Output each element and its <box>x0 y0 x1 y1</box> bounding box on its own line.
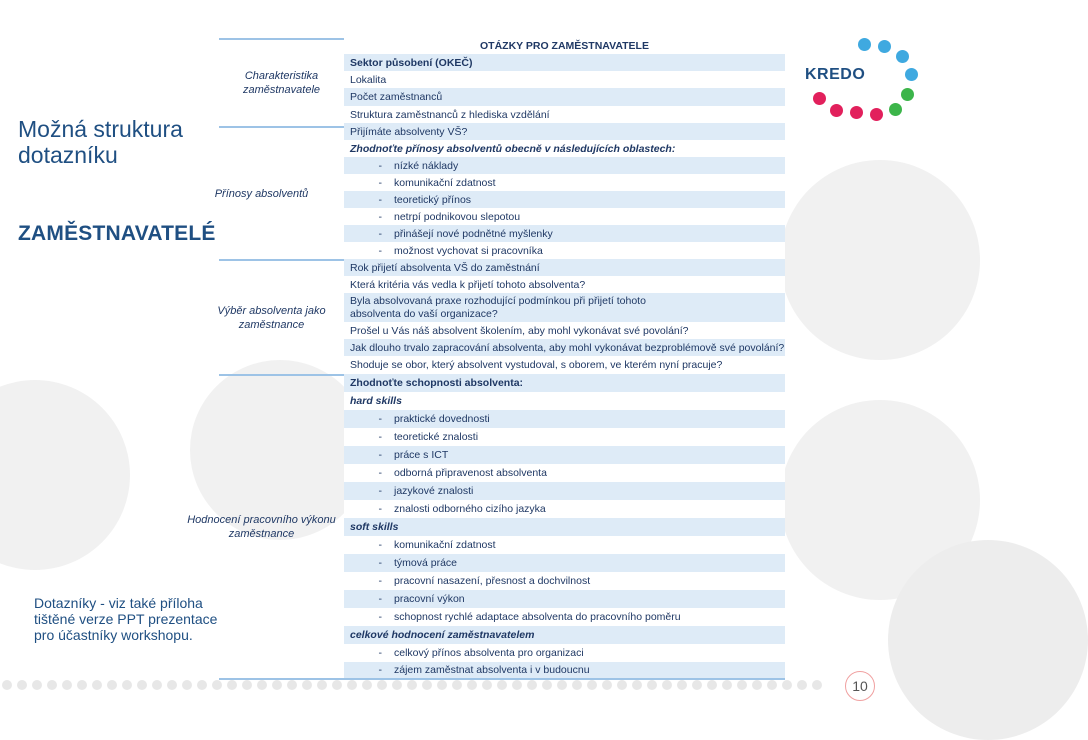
section-column <box>187 38 344 678</box>
row-text: možnost vychovat si pracovníka <box>394 244 543 257</box>
table-row <box>344 662 785 678</box>
row-text: hard skills <box>350 395 402 407</box>
footer-dot <box>92 680 102 690</box>
footer-dot <box>602 680 612 690</box>
table-row <box>344 482 785 500</box>
table-row <box>344 322 785 339</box>
slide-subtitle: ZAMĚSTNAVATELÉ <box>18 222 216 245</box>
table-row <box>344 174 785 191</box>
row-text: nízké náklady <box>394 159 459 172</box>
footer-dot <box>632 680 642 690</box>
row-text: Rok přijetí absolventa VŠ do zaměstnání <box>350 261 540 274</box>
dash: - <box>378 467 382 479</box>
table-row <box>344 500 785 518</box>
dash: - <box>378 611 382 623</box>
row-text: soft skills <box>350 521 399 533</box>
table-row <box>344 191 785 208</box>
footer-dot <box>392 680 402 690</box>
row-text: Struktura zaměstnanců z hlediska vzdělání <box>350 108 550 121</box>
footer-dot <box>47 680 57 690</box>
footer-dot <box>212 680 222 690</box>
table-row <box>344 71 785 88</box>
table-row <box>344 157 785 174</box>
row-text: jazykové znalosti <box>394 485 474 497</box>
dash: - <box>378 557 382 569</box>
table-row <box>344 208 785 225</box>
footer-dot <box>17 680 27 690</box>
table-row <box>344 106 785 123</box>
row-text: Zhodnoťte přínosy absolventů obecně v následujících oblastech: <box>350 142 676 155</box>
table-row <box>344 392 785 410</box>
dash: - <box>378 431 382 443</box>
footer-dot <box>692 680 702 690</box>
footer-dot <box>707 680 717 690</box>
row-text: pracovní výkon <box>394 593 465 605</box>
row-text: Přijímáte absolventy VŠ? <box>350 125 468 138</box>
footer-dot <box>587 680 597 690</box>
footer-dot <box>377 680 387 690</box>
table-row <box>344 225 785 242</box>
row-text: týmová práce <box>394 557 458 569</box>
row-text: znalosti odborného cizího jazyka <box>394 503 546 515</box>
footer-dot <box>302 680 312 690</box>
footer-dot <box>782 680 792 690</box>
footer-dot <box>227 680 237 690</box>
row-text: schopnost rychlé adaptace absolventa do pracovního poměru <box>394 611 681 623</box>
footer-dot <box>362 680 372 690</box>
footer-dot <box>182 680 192 690</box>
logo-dot <box>830 104 843 117</box>
footer-dot <box>32 680 42 690</box>
footer-dot <box>407 680 417 690</box>
table-row <box>344 259 785 276</box>
footer-dot <box>617 680 627 690</box>
row-text: teoretický přínos <box>394 193 472 206</box>
table-row <box>344 374 785 392</box>
row-text: komunikační zdatnost <box>394 539 496 551</box>
row-text: zájem zaměstnat absolventa i v budoucnu <box>394 664 590 676</box>
section-label: Charakteristika zaměstnavatele <box>242 70 321 96</box>
dash: - <box>378 449 382 461</box>
footer-dot <box>2 680 12 690</box>
table-row <box>344 590 785 608</box>
table-row <box>344 38 785 54</box>
footer-dot <box>422 680 432 690</box>
table-row <box>344 356 785 374</box>
table-row <box>344 242 785 259</box>
table-row <box>344 554 785 572</box>
dash: - <box>378 539 382 551</box>
questions-column <box>344 38 785 678</box>
table-row <box>344 608 785 626</box>
logo-dot <box>896 50 909 63</box>
logo-dot <box>901 88 914 101</box>
row-text: Shoduje se obor, který absolvent vystudoval, s oborem, ve kterém nyní pracuje? <box>350 359 723 371</box>
footer-dot <box>347 680 357 690</box>
footer-dot <box>752 680 762 690</box>
footer-dot <box>812 680 822 690</box>
section-cell <box>214 126 344 259</box>
footer-dot <box>167 680 177 690</box>
row-text: teoretické znalosti <box>394 431 479 443</box>
logo-dot <box>878 40 891 53</box>
table-row <box>344 88 785 106</box>
section-cell <box>219 38 344 126</box>
row-text: praktické dovednosti <box>394 413 490 425</box>
footer-dot <box>332 680 342 690</box>
table-row <box>344 339 785 356</box>
footer-dot <box>572 680 582 690</box>
row-text: Lokalita <box>350 73 387 86</box>
footer-dot <box>767 680 777 690</box>
section-label: Přínosy absolventů <box>214 187 309 200</box>
background-circle <box>780 160 980 360</box>
footer-dot <box>647 680 657 690</box>
dash: - <box>378 413 382 425</box>
dash: - <box>378 485 382 497</box>
footer-dot <box>137 680 147 690</box>
logo-dot <box>905 68 918 81</box>
row-text: komunikační zdatnost <box>394 176 496 189</box>
row-text: odborná připravenost absolventa <box>394 467 547 479</box>
footer-dot <box>737 680 747 690</box>
table-row <box>344 536 785 554</box>
footer-dot <box>317 680 327 690</box>
dash: - <box>378 210 382 223</box>
footer-dot <box>452 680 462 690</box>
logo-dot <box>858 38 871 51</box>
dash: - <box>378 647 382 659</box>
footer-dot <box>152 680 162 690</box>
footer-dot <box>677 680 687 690</box>
dash: - <box>378 593 382 605</box>
logo-dot <box>813 92 826 105</box>
section-label: Výběr absolventa jako zaměstnance <box>217 304 326 331</box>
footnote: Dotazníky - viz také příloha tištěné verze PPT prezentace pro účastníky workshopu. <box>34 595 218 643</box>
row-text: Zhodnoťte schopnosti absolventa: <box>350 377 524 389</box>
logo-dot <box>870 108 883 121</box>
footer-dot <box>482 680 492 690</box>
section-cell <box>219 259 344 374</box>
row-text: Sektor působení (OKEČ) <box>350 56 473 69</box>
questionnaire-table <box>187 38 785 678</box>
table-row <box>344 428 785 446</box>
table-row <box>344 140 785 157</box>
table-row <box>344 410 785 428</box>
footer-dot <box>467 680 477 690</box>
footer-dot <box>242 680 252 690</box>
section-label: Hodnocení pracovního výkonu zaměstnance <box>187 514 336 540</box>
footer-dot <box>107 680 117 690</box>
row-text: Počet zaměstnanců <box>350 91 443 103</box>
row-text: práce s ICT <box>394 449 449 461</box>
row-text: Jak dlouho trvalo zapracování absolventa, aby mohl vykonávat bezproblémově své povolání? <box>350 341 785 354</box>
section-cell <box>187 374 344 678</box>
dash: - <box>378 503 382 515</box>
header-text: OTÁZKY PRO ZAMĚSTNAVATELE <box>480 40 649 52</box>
table-row <box>344 644 785 662</box>
page-number: 10 <box>845 671 875 701</box>
dash: - <box>378 244 382 257</box>
footer-dot <box>722 680 732 690</box>
background-circle <box>0 380 130 570</box>
table-row <box>344 54 785 71</box>
logo-dot <box>850 106 863 119</box>
kredo-logo <box>795 22 935 117</box>
row-text: Prošel u Vás náš absolvent školením, aby mohl vykonávat své povolání? <box>350 324 689 337</box>
footer-dot <box>257 680 267 690</box>
footer-dot <box>197 680 207 690</box>
footer-dot <box>77 680 87 690</box>
footer-dot <box>542 680 552 690</box>
dash: - <box>378 664 382 676</box>
dash: - <box>378 176 382 189</box>
dash: - <box>378 575 382 587</box>
row-text: netrpí podnikovou slepotou <box>394 210 521 223</box>
table-row <box>344 123 785 140</box>
row-text: přinášejí nové podnětné myšlenky <box>394 227 553 240</box>
table-row <box>344 518 785 536</box>
row-text: celkové hodnocení zaměstnavatelem <box>350 629 535 641</box>
row-text: Byla absolvovaná praxe rozhodující podmínkou při přijetí tohoto absolventa do vaší organizace? <box>350 295 646 320</box>
row-text: pracovní nasazení, přesnost a dochvilnost <box>394 575 591 587</box>
footer-dot <box>272 680 282 690</box>
footer-dot <box>497 680 507 690</box>
footer-dot <box>797 680 807 690</box>
slide-title: Možná struktura dotazníku <box>18 116 183 168</box>
footer-dot <box>62 680 72 690</box>
row-text: celkový přínos absolventa pro organizaci <box>394 647 584 659</box>
dash: - <box>378 193 382 206</box>
table-row <box>344 293 785 322</box>
dash: - <box>378 227 382 240</box>
table-row <box>344 626 785 644</box>
table-row <box>344 464 785 482</box>
dash: - <box>378 159 382 172</box>
footer-dot <box>527 680 537 690</box>
footer-dot <box>437 680 447 690</box>
table-row <box>344 572 785 590</box>
footer-dot <box>287 680 297 690</box>
table-row <box>344 446 785 464</box>
footer-dot <box>122 680 132 690</box>
background-circle <box>888 540 1088 740</box>
footer-dot <box>662 680 672 690</box>
row-text: Která kritéria vás vedla k přijetí tohoto absolventa? <box>350 278 586 291</box>
footer-dots <box>0 680 837 692</box>
table-row <box>344 276 785 293</box>
logo-text: KREDO <box>805 66 866 83</box>
footer-dot <box>557 680 567 690</box>
logo-dot <box>889 103 902 116</box>
footer-dot <box>512 680 522 690</box>
